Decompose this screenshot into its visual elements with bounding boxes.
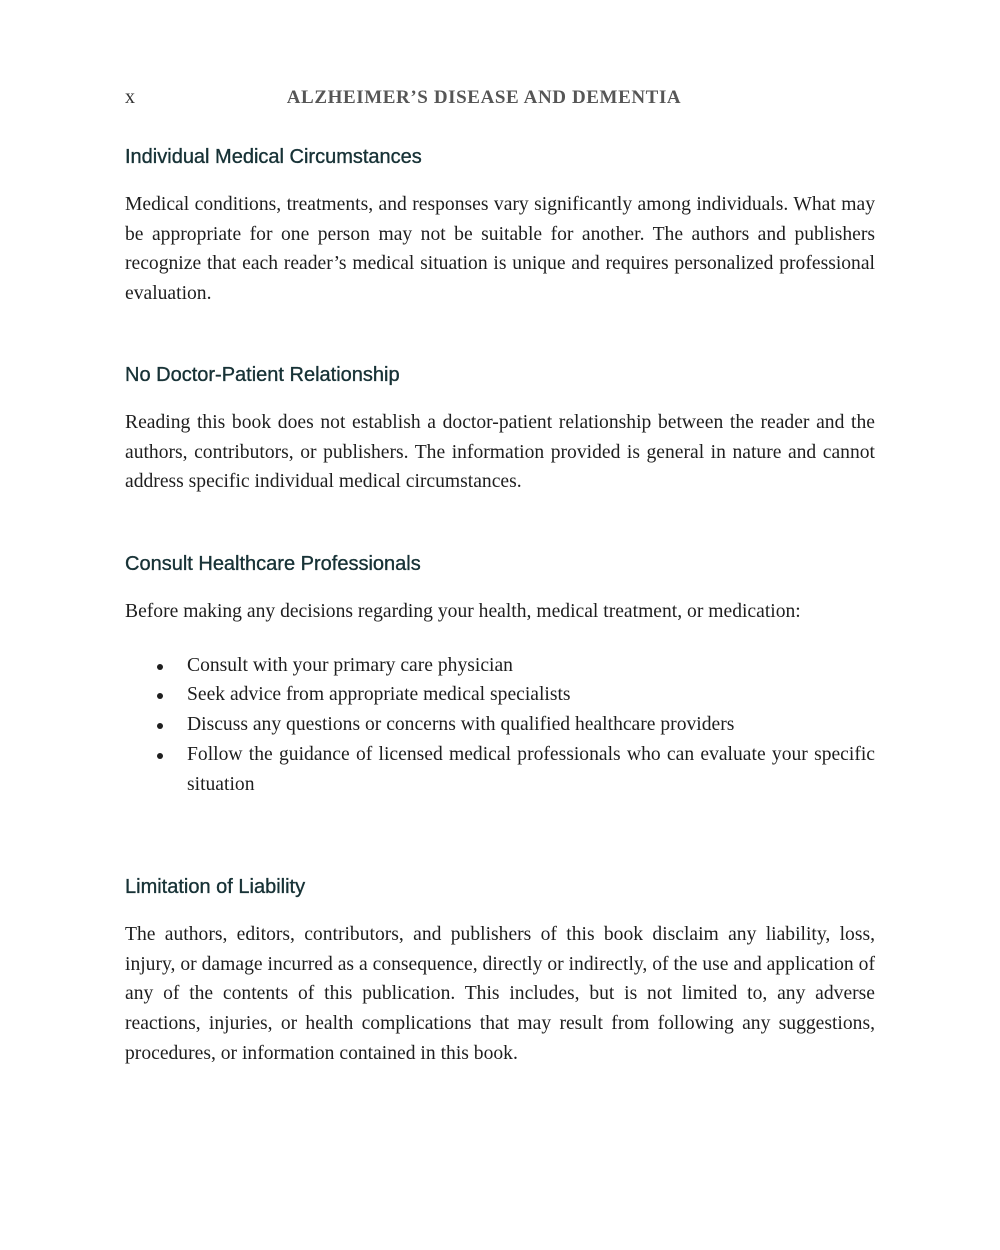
section-heading: Consult Healthcare Professionals — [125, 553, 421, 575]
running-head — [125, 86, 875, 112]
list-item-text: Discuss any questions or concerns with qualified healthcare providers — [187, 714, 735, 736]
list-item — [125, 740, 875, 799]
list-item — [125, 710, 875, 740]
bullet-list — [125, 651, 875, 800]
list-item-text: Follow the guidance of licensed medical professionals who can evaluate your specific situation — [187, 743, 875, 795]
section-paragraph: The authors, editors, contributors, and publishers of this book disclaim any liability, loss, injury, or damage incurred as a consequence, directly or indirectly, of the use and application of any of the contents of this publication. This includes, but is not limited to, any adverse reactions, injuries, or health complications that may result from following any suggestions, procedures, or information contained in this book. — [125, 924, 875, 1064]
list-item-text: Seek advice from appropriate medical specialists — [187, 684, 571, 706]
section-heading: No Doctor-Patient Relationship — [125, 364, 400, 386]
section-heading: Limitation of Liability — [125, 876, 306, 898]
section-individual-medical-circumstances — [125, 145, 875, 309]
page-number: x — [125, 86, 135, 108]
bullet-icon — [157, 693, 163, 699]
section-paragraph: Before making any decisions regarding your health, medical treatment, or medication: — [125, 601, 801, 622]
section-consult-healthcare-professionals — [125, 552, 875, 799]
list-item-text: Consult with your primary care physician — [187, 654, 513, 676]
section-paragraph: Reading this book does not establish a doctor-patient relationship between the reader and the authors, contributors, or publishers. The information provided is general in nature and cannot address specific individual medical circumstances. — [125, 412, 875, 493]
bullet-icon — [157, 753, 163, 759]
running-title: ALZHEIMER’S DISEASE AND DEMENTIA — [286, 87, 682, 108]
list-item — [125, 651, 875, 681]
section-heading: Individual Medical Circumstances — [125, 146, 422, 168]
section-paragraph: Medical conditions, treatments, and responses vary significantly among individuals. What may be appropriate for one person may not be suitable for another. The authors and publishers recognize that each reader’s medical situation is unique and requires personalized professional evaluation. — [125, 194, 875, 305]
list-item — [125, 680, 875, 710]
section-no-doctor-patient-relationship — [125, 363, 875, 497]
bullet-icon — [157, 723, 163, 729]
bullet-icon — [157, 664, 163, 670]
section-limitation-of-liability — [125, 875, 875, 1069]
